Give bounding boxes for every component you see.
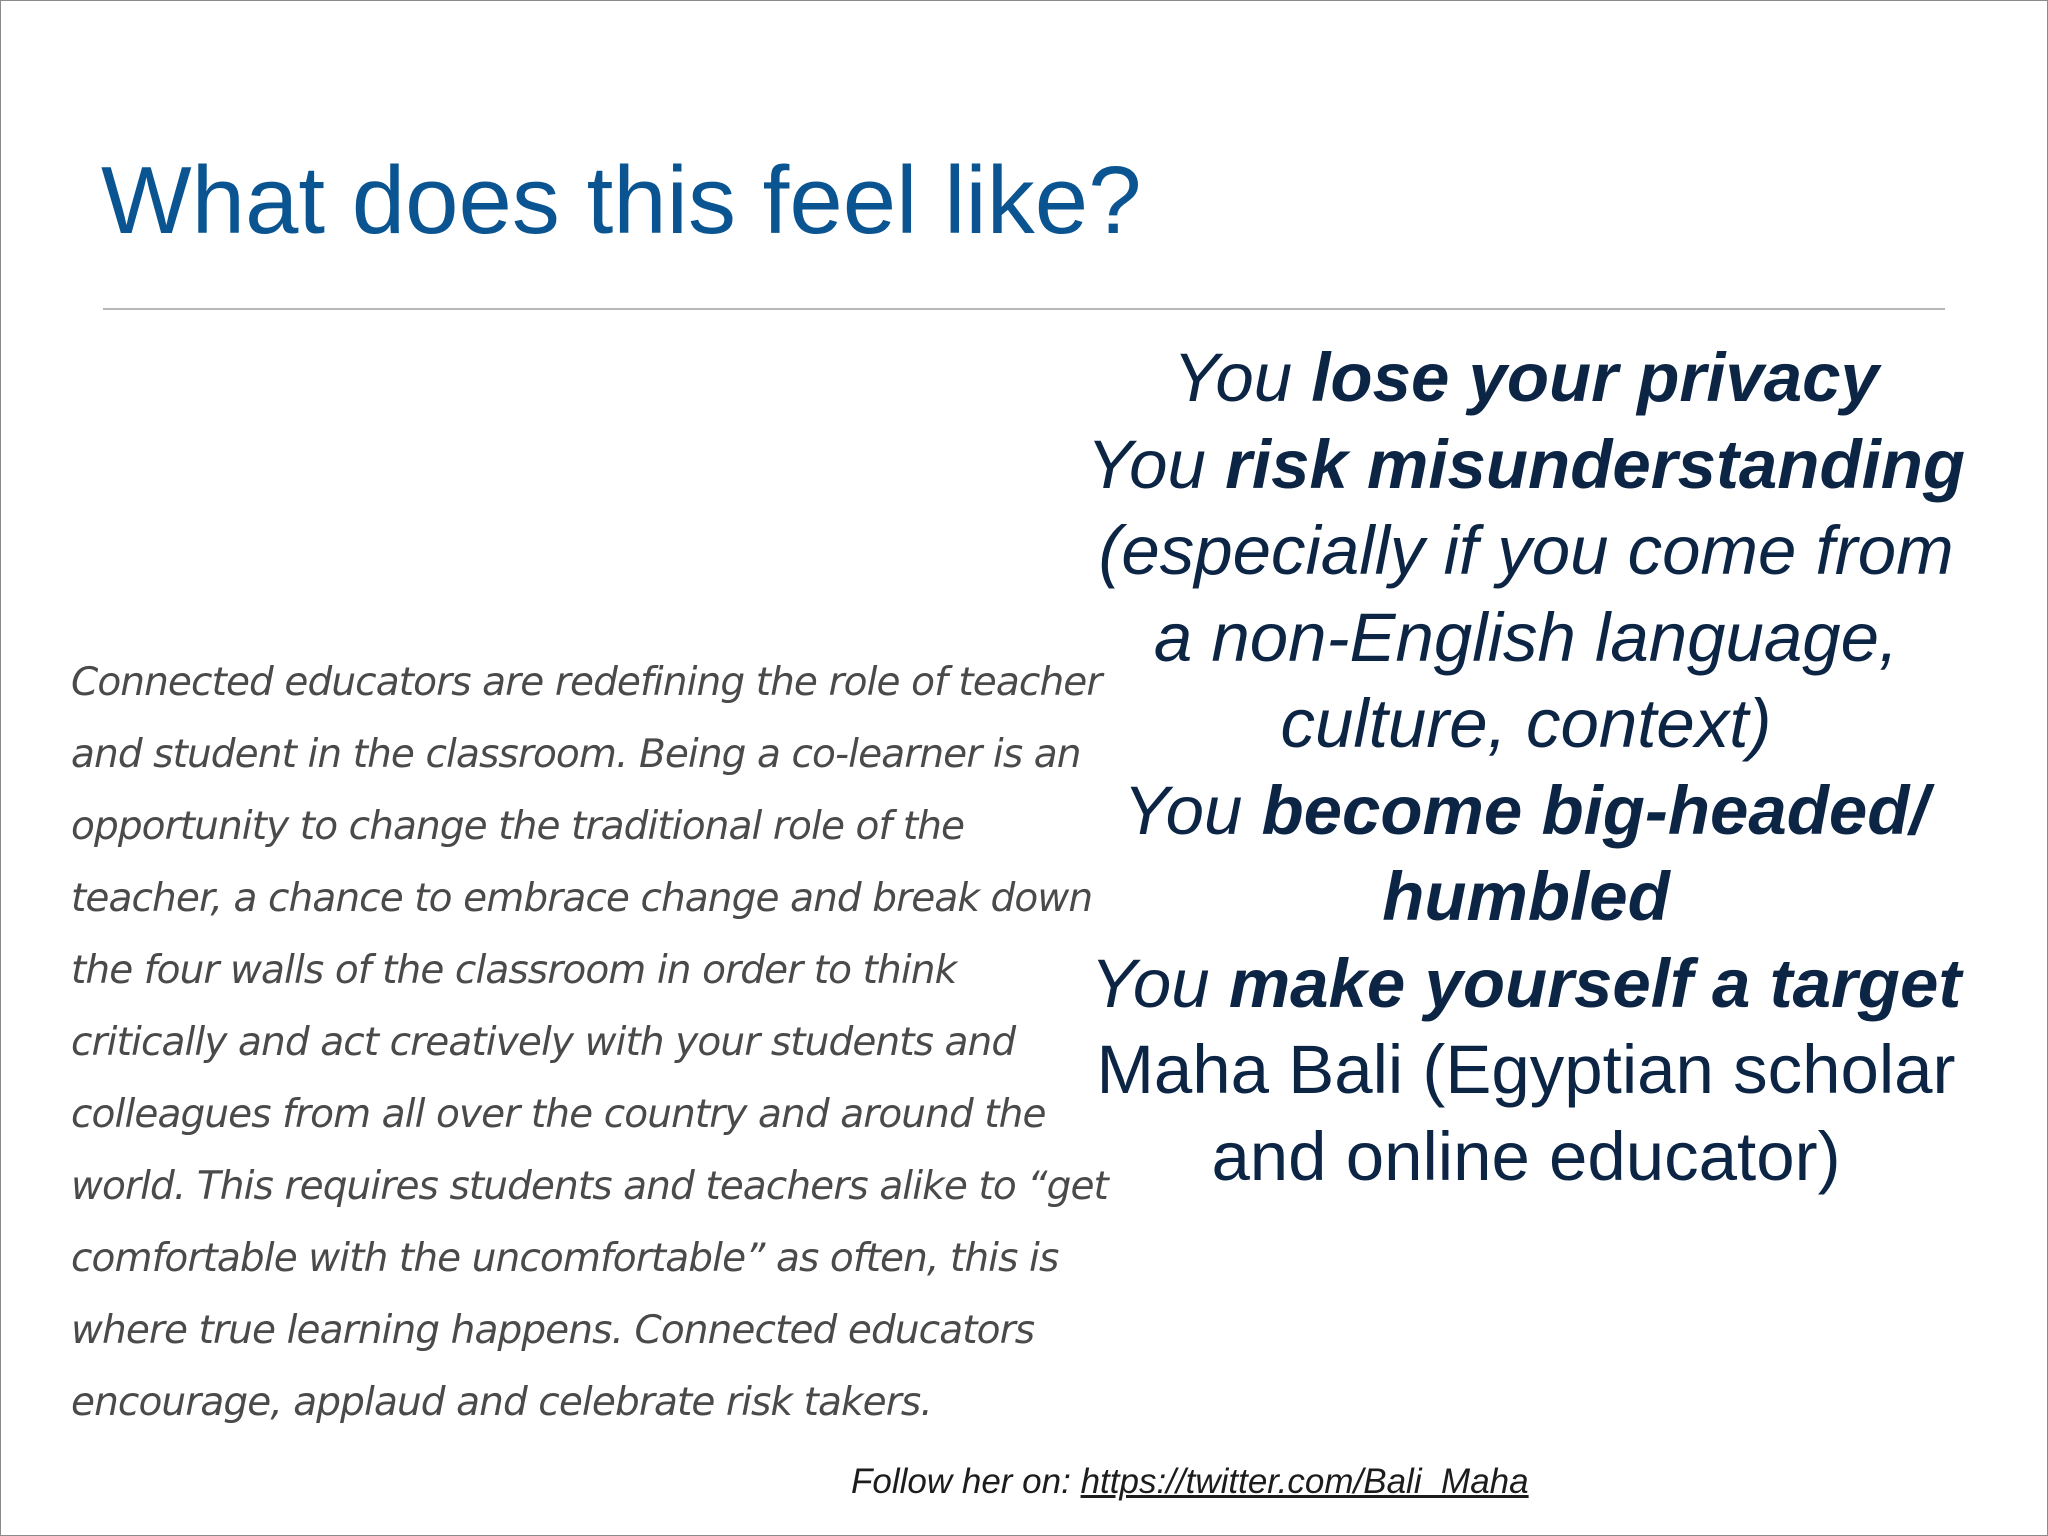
quote-line: teacher, a chance to embrace change and break down bbox=[71, 876, 1093, 921]
follow-note bbox=[851, 1461, 1529, 1503]
point-detail-line: (especially if you come from bbox=[1098, 512, 1954, 589]
point-prefix: You bbox=[1123, 771, 1262, 849]
point-misunderstanding bbox=[1061, 422, 1991, 509]
quote-line: world. This requires students and teachers alike to “get bbox=[71, 1164, 1108, 1209]
title-divider bbox=[103, 308, 1945, 310]
attribution-line: and online educator) bbox=[1211, 1117, 1841, 1195]
slide-title: What does this feel like? bbox=[101, 147, 1142, 254]
attribution-line: Maha Bali (Egyptian scholar bbox=[1096, 1031, 1956, 1108]
quote-line: colleagues from all over the country and around the bbox=[71, 1092, 1046, 1137]
quote-line: critically and act creatively with your students and bbox=[71, 1020, 1016, 1065]
quote-line: opportunity to change the traditional role of the bbox=[71, 804, 965, 849]
point-humbled: humbled bbox=[1382, 858, 1670, 935]
point-target bbox=[1061, 941, 1991, 1028]
point-privacy bbox=[1061, 335, 1991, 422]
point-emphasis: lose your privacy bbox=[1311, 339, 1879, 416]
risk-points bbox=[1061, 335, 1991, 1200]
quote-text bbox=[71, 647, 1111, 1439]
quote-line: and student in the classroom. Being a co-learner is an bbox=[71, 732, 1081, 777]
point-detail-line: culture, context) bbox=[1280, 685, 1772, 762]
quote-line: encourage, applaud and celebrate risk takers. bbox=[71, 1380, 932, 1425]
twitter-link[interactable]: https://twitter.com/Bali_Maha bbox=[1080, 1462, 1529, 1501]
point-emphasis: become big-headed/ bbox=[1261, 771, 1929, 849]
point-prefix: You bbox=[1086, 425, 1226, 503]
quote-line: Connected educators are redefining the role of teacher bbox=[71, 660, 1102, 705]
point-big-headed bbox=[1061, 768, 1991, 855]
point-detail-line: a non-English language, bbox=[1153, 598, 1899, 676]
quote-line: comfortable with the uncomfortable” as often, this is bbox=[71, 1236, 1059, 1281]
quote-line: the four walls of the classroom in order to think bbox=[71, 948, 957, 993]
point-prefix: You bbox=[1090, 944, 1229, 1022]
point-prefix: You bbox=[1173, 339, 1312, 416]
follow-label: Follow her on: bbox=[851, 1462, 1081, 1501]
quote-line: where true learning happens. Connected educators bbox=[71, 1308, 1035, 1353]
point-emphasis: make yourself a target bbox=[1228, 944, 1962, 1022]
point-emphasis: risk misunderstanding bbox=[1225, 425, 1966, 503]
